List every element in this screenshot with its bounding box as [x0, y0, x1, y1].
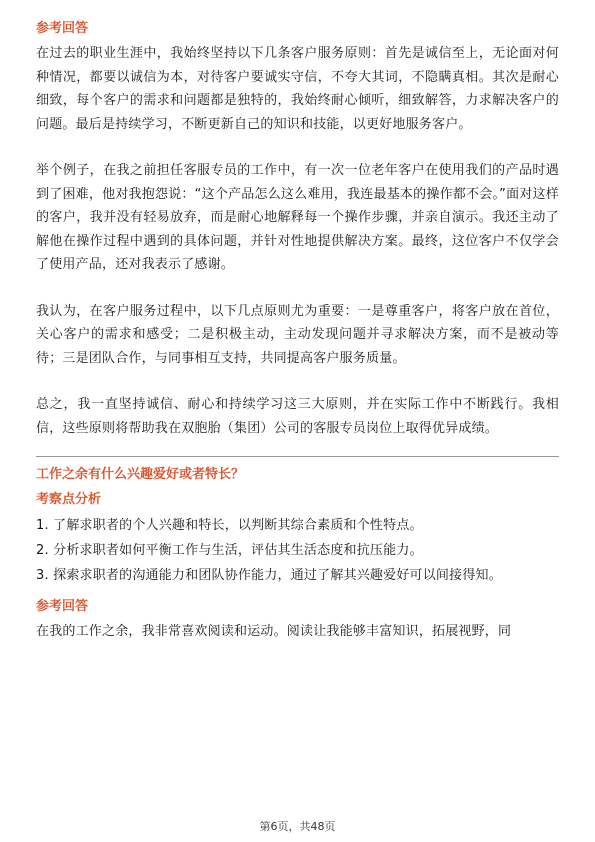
analysis-list [36, 513, 559, 588]
answer-paragraph-5: 在我的工作之余，我非常喜欢阅读和运动。阅读让我能够丰富知识，拓展视野，同 [36, 624, 512, 639]
list-item: 3. 探索求职者的沟通能力和团队协作能力，通过了解其兴趣爱好可以间接得知。 [36, 568, 502, 583]
answer-paragraph-4: 总之，我一直坚持诚信、耐心和持续学习这三大原则，并在实际工作中不断践行。我相信，这些原则将帮助我在双胞胎（集团）公司的客服专员岗位上取得优异成绩。 [36, 397, 559, 436]
section-divider [36, 456, 559, 457]
list-item: 2. 分析求职者如何平衡工作与生活，评估其生活态度和抗压能力。 [36, 543, 423, 558]
paragraph-gap [36, 370, 559, 393]
list-item: 1. 了解求职者的个人兴趣和特长，以判断其综合素质和个性特点。 [36, 518, 423, 533]
reference-answer-label-2: 参考回答 [36, 599, 89, 614]
question-title: 工作之余有什么兴趣爱好或者特长？ [36, 467, 245, 482]
answer-paragraph-3: 我认为，在客户服务过程中，以下几点原则尤为重要：一是尊重客户，将客户放在首位，关心客户的需求和感受；二是积极主动，主动发现问题并寻求解决方案，而不是被动等待；三是团队合作，与同事相互支持，共同提高客户服务质量。 [36, 303, 559, 366]
analysis-label: 考察点分析 [36, 492, 102, 507]
paragraph-gap [36, 136, 559, 159]
paragraph-gap [36, 277, 559, 300]
page-footer: 第6页，共48页 [259, 820, 336, 833]
reference-answer-label: 参考回答 [36, 21, 89, 36]
answer-paragraph-1: 在过去的职业生涯中，我始终坚持以下几条客户服务原则：首先是诚信至上，无论面对何种情况，都要以诚信为本，对待客户要诚实守信，不夸大其词，不隐瞒真相。其次是耐心细致，每个客户的需求和问题都是独特的，我始终耐心倾听，细致解答，力求解决客户的问题。最后是持续学习，不断更新自己的知识和技能，以更好地服务客户。 [36, 46, 559, 132]
answer-paragraph-2: 举个例子，在我之前担任客服专员的工作中，有一次一位老年客户在使用我们的产品时遇到了困难，他对我抱怨说：“这个产品怎么这么难用，我连最基本的操作都不会。”面对这样的客户，我并没有轻易放弃，而是耐心地解释每一个操作步骤，并亲自演示。我还主动了解他在操作过程中遇到的具体问题，并针对性地提供解决方案。最终，这位客户不仅学会了使用产品，还对我表示了感谢。 [36, 163, 559, 272]
document-page [36, 20, 559, 644]
